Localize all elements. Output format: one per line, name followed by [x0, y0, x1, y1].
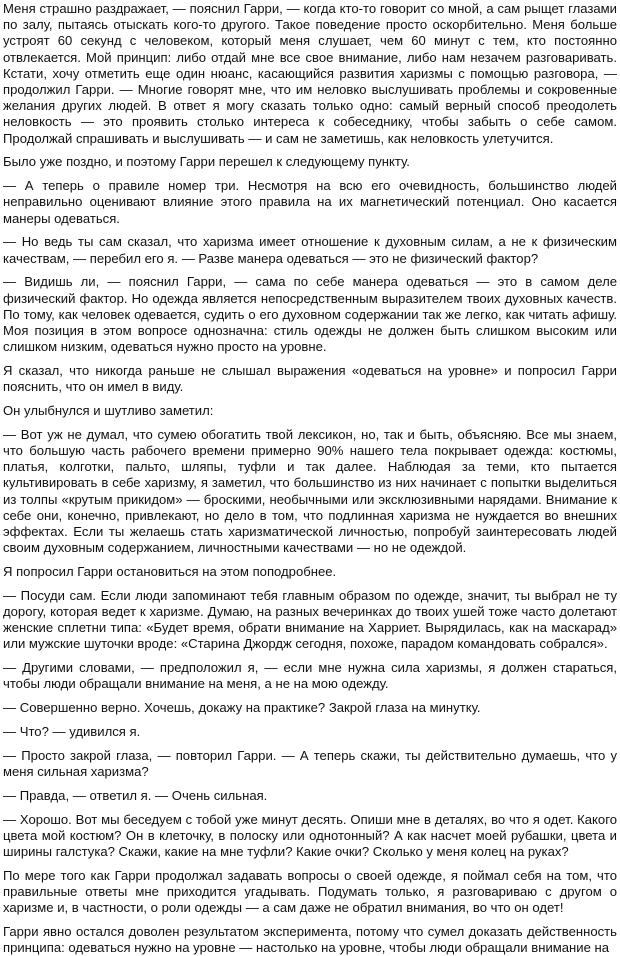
paragraph-6: Я сказал, что никогда раньше не слышал выражения «одеваться на уровне» и попросил Гарри пояснить, что он имел в виду.: [3, 363, 617, 395]
paragraph-15: — Правда, — ответил я. — Очень сильная.: [3, 787, 268, 803]
paragraph-3: — А теперь о правиле номер три. Несмотря на всю его очевидность, большинство людей неправильно оценивают влияние этого правила на их магнетический потенциал. Оно касается манеры одеваться.: [3, 178, 617, 226]
paragraph-10: — Посуди сам. Если люди запоминают тебя главным образом по одежде, значит, ты выбрал не ту дорогу, которая ведет к харизме. Думаю, на разных вечеринках до твоих ушей тоже часто долетают женские сплетни типа: «Будет время, обрати внимание на Харриет. Вырядилась, как на маскарад» или мужские шуточки вроде: «Старина Джордж сегодня, похоже, парадом командовать собрался».: [3, 587, 617, 652]
paragraph-17: По мере того как Гарри продолжал задавать вопросы о своей одежде, я поймал себя на том, что правильные ответы мне приходится угадывать. Подумать только, я разговариваю с другом о харизме и, в частности, о роли одежды — а сам даже не обратил внимания, во что он одет!: [3, 867, 617, 916]
paragraph-9: Я попросил Гарри остановиться на этом поподробнее.: [3, 564, 337, 580]
paragraph-1: Меня страшно раздражает, — пояснил Гарри, — когда кто-то говорит со мной, а сам рыщет глазами по залу, пытаясь отыскать кого-то другого. Такое поведение просто оскорбительно. Меня больше устроят 60 секунд с человеком, который меня слушает, чем 60 минут с тем, кто постоянно отвлекается. Мой принцип: либо отдай мне все свое внимание, либо нам незачем разговаривать. Кстати, хочу отметить еще один нюанс, касающийся развития харизмы с помощью разговора, — продолжил Гарри. — Многие говорят мне, что им неловко выслушивать проблемы и сокровенные желания других людей. В ответ я могу сказать только одно: самый верный способ преодолеть неловкость — это проявить столько интереса к собеседнику, чтобы забыть о себе самом. Продолжай спрашивать и выслушивать — и сам не заметишь, как неловкость улетучится.: [3, 1, 617, 146]
paragraph-4: — Но ведь ты сам сказал, что харизма имеет отношение к духовным силам, а не к физическим качествам, — перебил его я. — Разве манера одеваться — это не физический фактор?: [3, 234, 617, 266]
paragraph-16: — Хорошо. Вот мы беседуем с тобой уже минут десять. Опиши мне в деталях, во что я одет. Какого цвета мой костюм? Он в клеточку, в полоску или однотонный? А как насчет моей рубашки, цвета и ширины галстука? Скажи, какие на мне туфли? Какие очки? Сколько у меня колец на руках?: [3, 811, 617, 860]
paragraph-18: Гарри явно остался доволен результатом эксперимента, потому что сумел доказать действенность принципа: одеваться нужно на уровне — настолько на уровне, чтобы люди обращали внимание на: [3, 924, 617, 956]
paragraph-2: Было уже поздно, и поэтому Гарри перешел к следующему пункту.: [3, 154, 410, 170]
paragraph-14: — Просто закрой глаза, — повторил Гарри. — А теперь скажи, ты действительно думаешь, что у меня сильная харизма?: [3, 747, 617, 780]
paragraph-8: — Вот уж не думал, что сумею обогатить твой лексикон, но, так и быть, объясняю. Все мы знаем, что большую часть рабочего времени примерно 90% нашего тела покрывает одежда: костюмы, платья, колготки, пальто, шляпы, туфли и так далее. Наблюдая за теми, кто пытается культивировать в себе харизму, я заметил, что большинство из них начинает с попытки выделиться из толпы «крутым прикидом» — броскими, необычными или эксклюзивными нарядами. Внимание к себе они, конечно, привлекают, но дело в том, что подлинная харизма не нуждается во внешних эффектах. Если ты желаешь стать харизматической личностью, попробуй заинтересовать людей своим духовным содержанием, личностными качествами — но не одеждой.: [3, 426, 617, 556]
paragraph-12: — Совершенно верно. Хочешь, докажу на практике? Закрой глаза на минутку.: [3, 700, 481, 716]
paragraph-5: — Видишь ли, — пояснил Гарри, — сама по себе манера одеваться — это в самом деле физический фактор. Но одежда является непосредственным выразителем твоих духовных качеств. По тому, как человек одевается, судить о его духовном содержании так же легко, как читать афишу. Моя позиция в этом вопросе однозначна: стиль одежды не должен быть слишком высоким или слишком низким, одеваться нужно просто на уровне.: [3, 274, 617, 355]
paragraph-13: — Что? — удивился я.: [3, 724, 141, 740]
paragraph-7: Он улыбнулся и шутливо заметил:: [3, 403, 214, 419]
paragraph-11: — Другими словами, — предположил я, — если мне нужна сила харизмы, я должен стараться, чтобы люди обращали внимание на меня, а не на мою одежду.: [3, 660, 617, 692]
